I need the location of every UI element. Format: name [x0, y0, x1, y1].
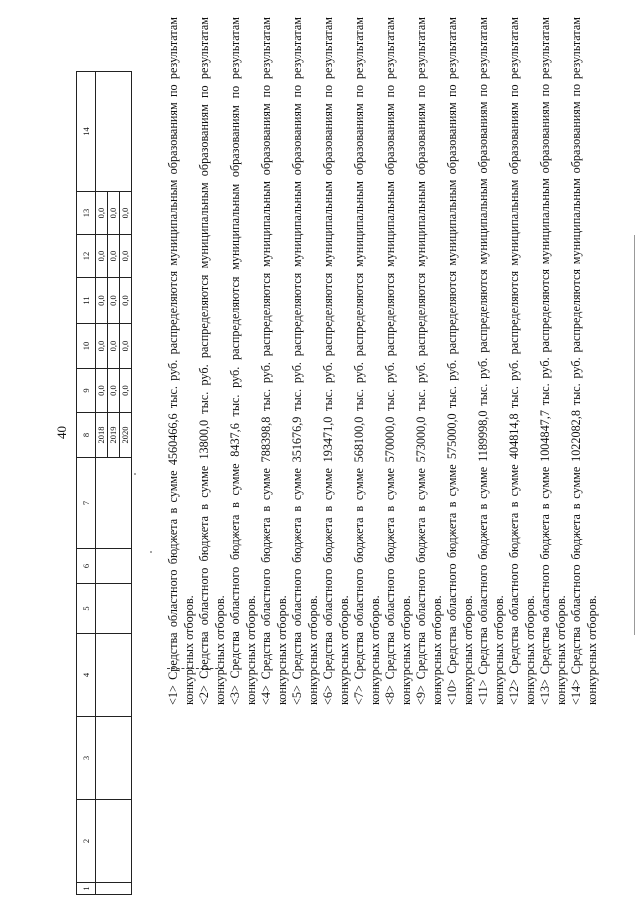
column-header-9: 9 — [77, 369, 96, 413]
footnote-4: <4> Средства областного бюджета в сумме 788398,8 тыс. руб. распределяются муниципальным образованиям по результатам конкурсных отборов. — [259, 17, 289, 705]
value-cell: 0,0 — [108, 278, 120, 324]
table-cell — [96, 717, 132, 800]
budget-table — [76, 71, 132, 895]
scan-speck — [134, 473, 136, 475]
footnote-10: <10> Средства областного бюджета в сумме 575000,0 тыс. руб. распределяются муниципальным образованиям по результатам конкурсных отборов. — [445, 17, 475, 705]
value-cell: 0,0 — [108, 369, 120, 413]
table-cell — [96, 549, 132, 584]
value-cell: 0,0 — [120, 235, 132, 278]
column-header-6: 6 — [77, 549, 96, 584]
table-cell — [96, 584, 132, 634]
table-header-row — [77, 72, 96, 895]
table-cell — [96, 883, 132, 895]
footnote-9: <9> Средства областного бюджета в сумме 573000,0 тыс. руб. распределяются муниципальным образованиям по результатам конкурсных отборов. — [414, 17, 444, 705]
year-cell: 2018 — [96, 413, 108, 458]
column-header-12: 12 — [77, 235, 96, 278]
value-cell: 0,0 — [120, 369, 132, 413]
column-header-11: 11 — [77, 278, 96, 324]
value-cell: 0,0 — [96, 235, 108, 278]
value-cell: 0,0 — [96, 369, 108, 413]
value-cell: 0,0 — [120, 192, 132, 235]
column-header-1: 1 — [77, 883, 96, 895]
value-cell: 0,0 — [108, 192, 120, 235]
value-cell: 0,0 — [96, 324, 108, 369]
column-header-2: 2 — [77, 800, 96, 883]
table-cell — [96, 634, 132, 717]
value-cell: 0,0 — [108, 235, 120, 278]
table-cell — [96, 800, 132, 883]
value-cell: 0,0 — [96, 192, 108, 235]
column-header-4: 4 — [77, 634, 96, 717]
scan-edge-line — [634, 235, 635, 635]
column-header-14: 14 — [77, 72, 96, 192]
column-header-8: 8 — [77, 413, 96, 458]
column-header-3: 3 — [77, 717, 96, 800]
footnote-3: <3> Средства областного бюджета в сумме 8437,6 тыс. руб. распределяются муниципальным образованиям по результатам конкурсных отборов. — [228, 17, 258, 705]
value-cell: 0,0 — [96, 278, 108, 324]
footnote-1: <1> Средства областного бюджета в сумме 4560466,6 тыс. руб. распределяются муниципальным образованиям по результатам конкурсных отборов. — [166, 17, 196, 705]
footnote-8: <8> Средства областного бюджета в сумме 570000,0 тыс. руб. распределяются муниципальным образованиям по результатам конкурсных отборов. — [383, 17, 413, 705]
table-cell — [96, 72, 132, 192]
footnote-2: <2> Средства областного бюджета в сумме 13800,0 тыс. руб. распределяются муниципальным образованиям по результатам конкурсных отборов. — [197, 17, 227, 705]
column-header-13: 13 — [77, 192, 96, 235]
value-cell: 0,0 — [120, 278, 132, 324]
page-number: 40 — [54, 426, 69, 439]
value-cell: 0,0 — [120, 324, 132, 369]
footnote-6: <6> Средства областного бюджета в сумме 193471,0 тыс. руб. распределяются муниципальным образованиям по результатам конкурсных отборов. — [321, 17, 351, 705]
footnote-14: <14> Средства областного бюджета в сумме 1022082,8 тыс. руб. распределяются муниципальным образованиям по результатам конкурсных отборов. — [569, 17, 599, 705]
scan-speck — [150, 551, 152, 553]
footnote-5: <5> Средства областного бюджета в сумме 351676,9 тыс. руб. распределяются муниципальным образованиям по результатам конкурсных отборов. — [290, 17, 320, 705]
footnote-7: <7> Средства областного бюджета в сумме 568100,0 тыс. руб. распределяются муниципальным образованиям по результатам конкурсных отборов. — [352, 17, 382, 705]
table-row — [96, 72, 108, 895]
column-header-7: 7 — [77, 458, 96, 549]
footnotes — [166, 17, 600, 705]
year-cell: 2019 — [108, 413, 120, 458]
footnote-13: <13> Средства областного бюджета в сумме 1004847,7 тыс. руб. распределяются муниципальным образованиям по результатам конкурсных отборов. — [538, 17, 568, 705]
value-cell: 0,0 — [108, 324, 120, 369]
year-cell: 2020 — [120, 413, 132, 458]
footnote-12: <12> Средства областного бюджета в сумме 404814,8 тыс. руб. распределяются муниципальным образованиям по результатам конкурсных отборов. — [507, 17, 537, 705]
footnote-11: <11> Средства областного бюджета в сумме 1189998,0 тыс. руб. распределяются муниципальным образованиям по результатам конкурсных отборов. — [476, 17, 506, 705]
column-header-10: 10 — [77, 324, 96, 369]
column-header-5: 5 — [77, 584, 96, 634]
table-cell — [96, 458, 132, 549]
